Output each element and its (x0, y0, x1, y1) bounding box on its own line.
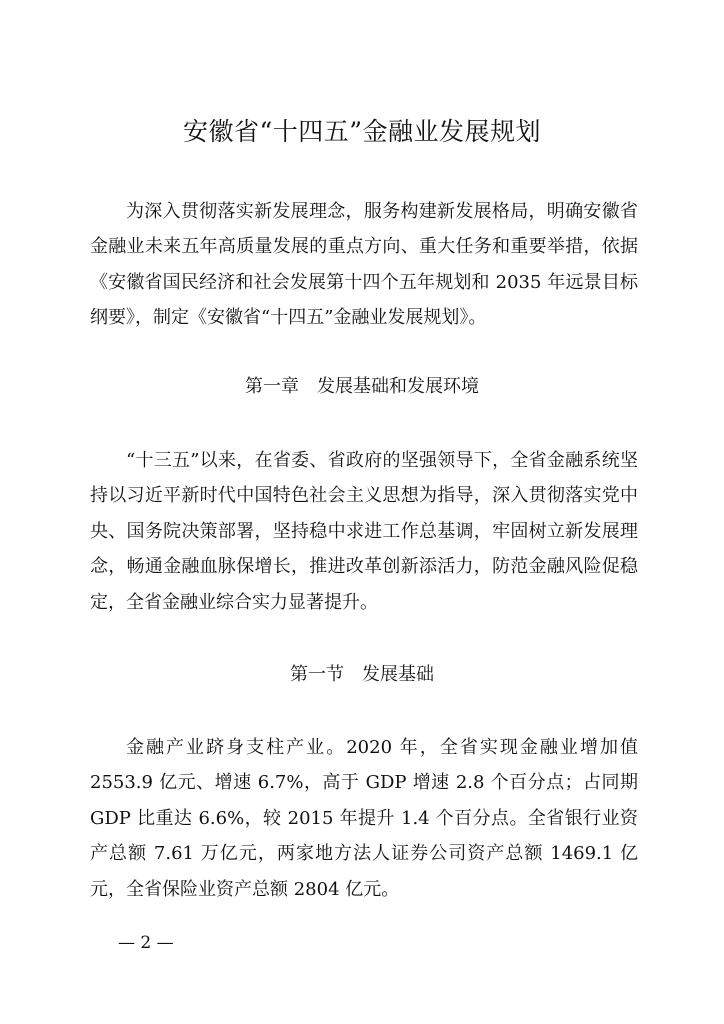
document-title: 安徽省“十四五”金融业发展规划 (182, 117, 542, 146)
page-number: — 2 — (118, 933, 174, 953)
intro-paragraph: 为深入贯彻落实新发展理念，服务构建新发展格局，明确安徽省金融业未来五年高质量发展的重点方向、重大任务和重要举措，依据《安徽省国民经济和社会发展第十四个五年规划和 2035 年远景目标纲要》，制定《安徽省“十四五”金融业发展规划》。 (90, 201, 638, 329)
section-paragraph: 金融产业跻身支柱产业。2020 年，全省实现金融业增加值 2553.9 亿元、增速 6.7%，高于 GDP 增速 2.8 个百分点；占同期 GDP 比重达 6.6%，较 2015 年提升 1.4 个百分点。全省银行业资产总额 7.61 万亿元，两家地方法人证券公司资产总额 1469.1 亿元，全省保险业资产总额 2804 亿元。 (90, 737, 638, 900)
chapter-heading: 第一章 发展基础和发展环境 (245, 376, 479, 397)
chapter-paragraph: “十三五”以来，在省委、省政府的坚强领导下，全省金融系统坚持以习近平新时代中国特色社会主义思想为指导，深入贯彻落实党中央、国务院决策部署，坚持稳中求进工作总基调，牢固树立新发展理念，畅通金融血脉保增长，推进改革创新添活力，防范金融风险促稳定，全省金融业综合实力显著提升。 (90, 450, 638, 613)
section-heading: 第一节 发展基础 (290, 664, 434, 685)
